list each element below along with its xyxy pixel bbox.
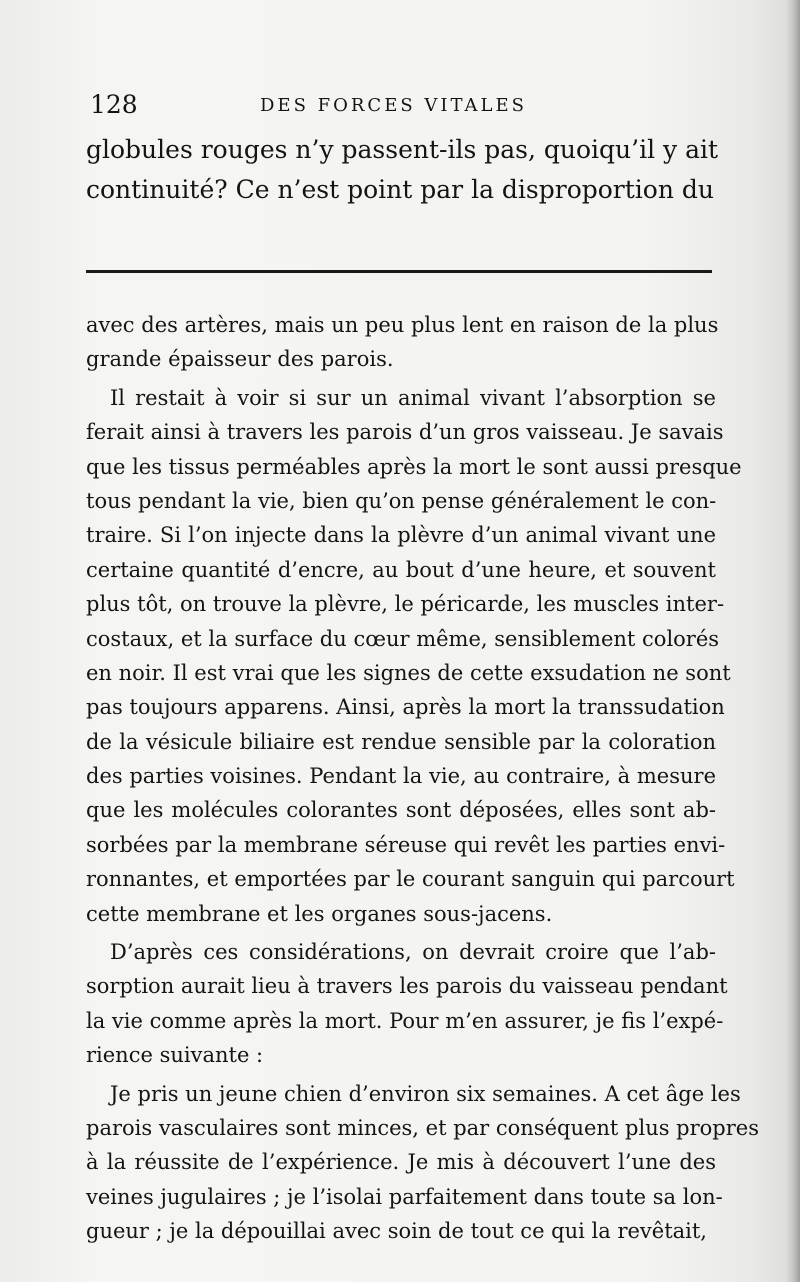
text-line: parois vasculaires sont minces, et par conséquent plus propres [86, 1115, 759, 1140]
top-text-block [86, 130, 719, 210]
page-number: 128 [90, 90, 138, 119]
text-line: en noir. Il est vrai que les signes de cette exsudation ne sont [86, 660, 731, 685]
text-line: veines jugulaires ; je l’isolai parfaitement dans toute sa lon- [86, 1184, 723, 1209]
text-line: D’après ces considérations, on devrait croire que l’ab- [110, 940, 716, 965]
running-head: DES FORCES VITALES [260, 95, 527, 116]
paragraph [86, 308, 719, 377]
text-line: certaine quantité d’encre, au bout d’une heure, et souvent [86, 557, 716, 582]
paragraph [86, 381, 742, 931]
text-line: que les molécules colorantes sont déposées, elles sont ab- [86, 798, 716, 823]
text-line: rience suivante : [86, 1043, 264, 1068]
text-line: pas toujours apparens. Ainsi, après la mort la transsudation [86, 695, 725, 720]
text-line: costaux, et la surface du cœur même, sensiblement colorés [86, 626, 720, 651]
horizontal-rule [86, 270, 712, 273]
text-line: grande épaisseur des parois. [86, 347, 394, 372]
page-header [90, 90, 710, 120]
text-line: des parties voisines. Pendant la vie, au contraire, à mesure [86, 764, 716, 789]
body-text [86, 308, 759, 1249]
text-line: que les tissus perméables après la mort le sont aussi presque [86, 454, 742, 479]
text-line: sorption aurait lieu à travers les parois du vaisseau pendant [86, 974, 728, 999]
paragraph [86, 935, 728, 1073]
text-line: la vie comme après la mort. Pour m’en assurer, je fis l’expé- [86, 1008, 724, 1033]
text-line: Je pris un jeune chien d’environ six semaines. A cet âge les [110, 1081, 741, 1106]
text-line: gueur ; je la dépouillai avec soin de tout ce qui la revêtait, [86, 1219, 707, 1244]
text-line: Il restait à voir si sur un animal vivant l’absorption se [110, 385, 716, 410]
text-line: cette membrane et les organes sous-jacens. [86, 901, 553, 926]
text-line: à la réussite de l’expérience. Je mis à découvert l’une des [86, 1150, 716, 1175]
text-line: de la vésicule biliaire est rendue sensible par la coloration [86, 729, 716, 754]
text-line: ronnantes, et emportées par le courant sanguin qui parcourt [86, 867, 735, 892]
top-line: continuité? Ce n’est point par la disproportion du [86, 175, 715, 204]
text-line: avec des artères, mais un peu plus lent en raison de la plus [86, 313, 719, 337]
paragraph [86, 1077, 759, 1249]
page-gutter-shadow [786, 0, 800, 1282]
text-line: traire. Si l’on injecte dans la plèvre d’un animal vivant une [86, 523, 716, 548]
text-line: sorbées par la membrane séreuse qui revêt les parties envi- [86, 832, 726, 857]
text-line: plus tôt, on trouve la plèvre, le péricarde, les muscles inter- [86, 592, 725, 617]
text-line: ferait ainsi à travers les parois d’un gros vaisseau. Je savais [86, 420, 724, 445]
top-line: globules rouges n’y passent-ils pas, quoiqu’il y ait [86, 135, 719, 164]
text-line: tous pendant la vie, bien qu’on pense généralement le con- [86, 488, 717, 513]
